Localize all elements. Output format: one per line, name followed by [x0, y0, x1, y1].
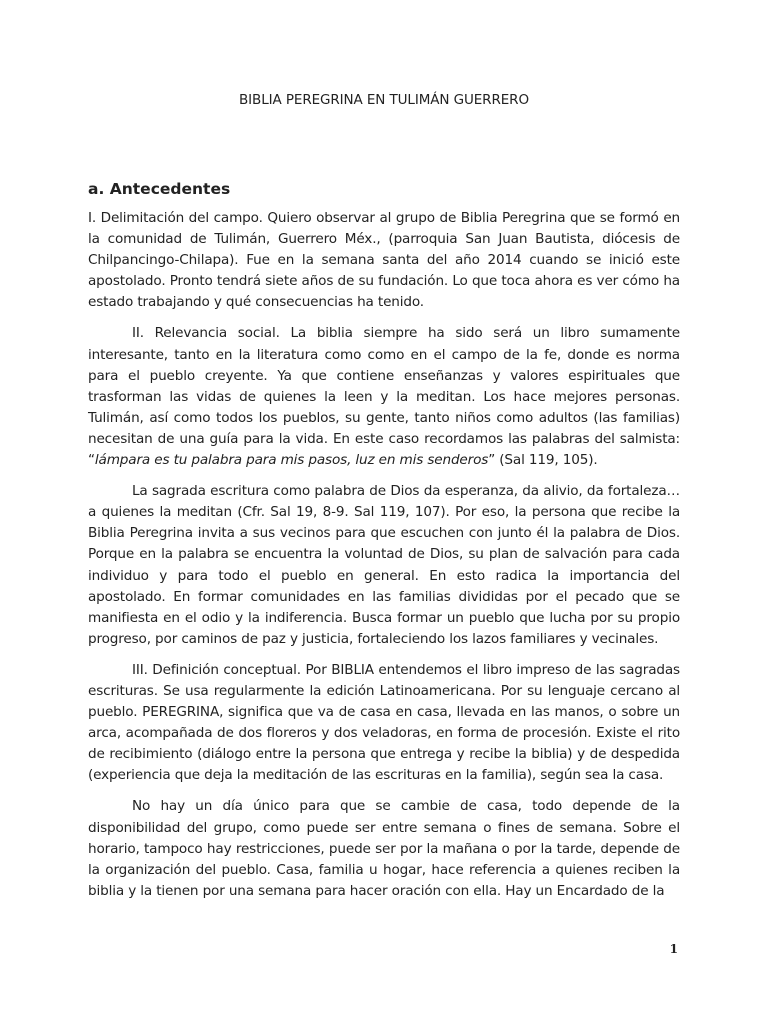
paragraph-relevancia-text: II. Relevancia social. La biblia siempre ha sido será un libro sumamente interesante, tanto en la literatura como como en el campo de la fe, donde es norma para el pueblo creyente. Ya que contiene enseñanzas y valores espirituales que trasforman las vidas de quienes la leen y la meditan. Los hace mejores personas. Tulimán, así como todos los pueblos, su gente, tanto niños como adultos (las familias) necesitan de una guía para la vida. En este caso recordamos las palabras del salmista: “	[88, 325, 680, 469]
paragraph-escritura: La sagrada escritura como palabra de Dios da esperanza, da alivio, da fortaleza…a quienes la meditan (Cfr. Sal 19, 8-9. Sal 119, 107). Por eso, la persona que recibe la Biblia Peregrina invita a sus vecinos para que escuchen con junto él la palabra de Dios. Porque en la palabra se encuentra la voluntad de Dios, su plan de salvación para cada individuo y para todo el pueblo en general. En esto radica la importancia del apostolado. En formar comunidades en las familias divididas por el pecado que se manifiesta en el odio y la indiferencia. Busca formar un pueblo que lucha por su propio progreso, por caminos de paz y justicia, fortaleciendo los lazos familiares y vecinales.	[88, 483, 680, 647]
page-number: 1	[669, 942, 678, 956]
paragraph-dia-cambio: No hay un día único para que se cambie de casa, todo depende de la disponibilidad del grupo, como puede ser entre semana o fines de semana. Sobre el horario, tampoco hay restricciones, puede ser por la mañana o por la tarde, depende de la organización del pueblo. Casa, familia u hogar, hace referencia a quienes reciben la biblia y la tienen por una semana para hacer oración con ella. Hay un Encardado de la	[88, 798, 680, 899]
psalm-citation: ” (Sal 119, 105).	[488, 452, 598, 469]
paragraph-delimitacion: I. Delimitación del campo. Quiero observar al grupo de Biblia Peregrina que se formó en la comunidad de Tulimán, Guerrero Méx., (parroquia San Juan Bautista, diócesis de Chilpancingo-Chilapa). Fue en la semana santa del año 2014 cuando se inició este apostolado. Pronto tendrá siete años de su fundación. Lo que toca ahora es ver cómo ha estado trabajando y qué consecuencias ha tenido.	[88, 210, 680, 311]
section-heading: a. Antecedentes	[88, 180, 231, 198]
paragraph-relevancia	[88, 323, 680, 471]
paragraph-definicion: III. Definición conceptual. Por BIBLIA entendemos el libro impreso de las sagradas escrituras. Se usa regularmente la edición Latinoamericana. Por su lenguaje cercano al pueblo. PEREGRINA, significa que va de casa en casa, llevada en las manos, o sobre un arca, acompañada de dos floreros y dos veladoras, en forma de procesión. Existe el rito de recibimiento (diálogo entre la persona que entrega y recibe la biblia) y de despedida (experiencia que deja la meditación de las escrituras en la familia), según sea la casa.	[88, 661, 680, 784]
document-body	[88, 208, 680, 912]
document-title: BIBLIA PEREGRINA EN TULIMÁN GUERRERO	[239, 92, 529, 108]
psalm-quote: lámpara es tu palabra para mis pasos, luz en mis senderos	[94, 452, 489, 469]
